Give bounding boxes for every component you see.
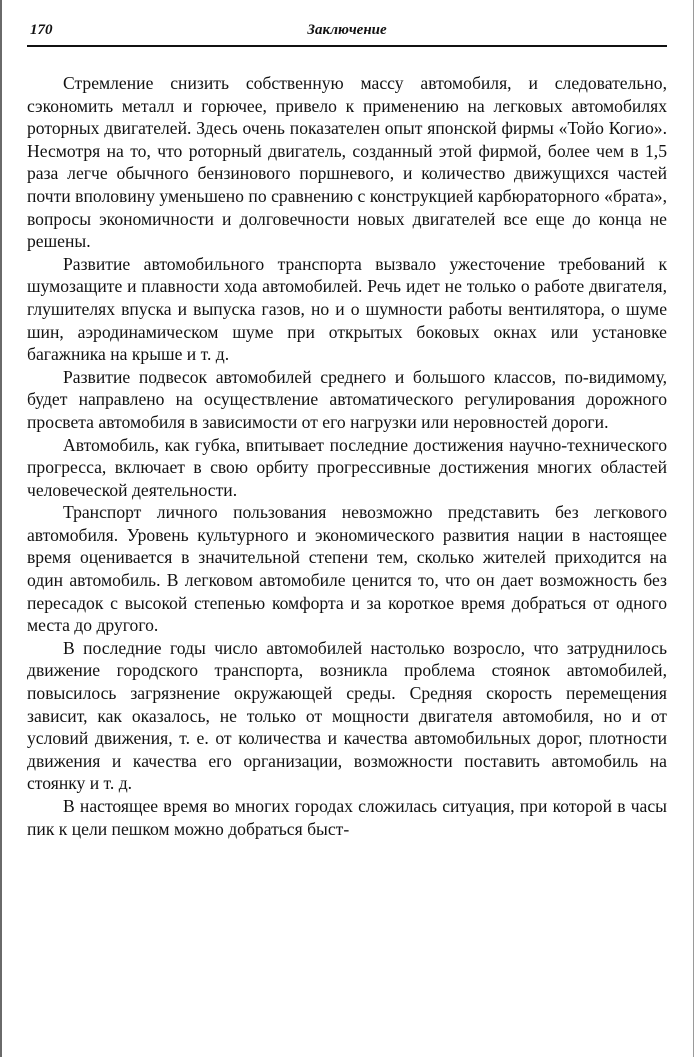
running-head: [27, 12, 667, 38]
page-number: 170: [30, 22, 53, 38]
paragraph-suspension: Развитие подвесок автомобилей среднего и большого классов, по-видимому, будет направлено на осуществление автоматического регулирования дорожного просвета автомобиля в зависимости от его нагрузки или неровностей дороги.: [27, 366, 667, 432]
body-text: [27, 72, 667, 840]
paragraph-noise-protection: Развитие автомобильного транспорта вызвало ужесточение требований к шумозащите и плавности хода автомобилей. Речь идет не только о работе двигателя, глушителях впуска и выпуска газов, но и о шумности работы вентилятора, о шуме шин, аэродинамическом шуме при открытых боковых окнах или установке багажника на крыше и т. д.: [27, 253, 667, 365]
paragraph-city-traffic: В последние годы число автомобилей настолько возросло, что затруднилось движение городского транспорта, возникла проблема стоянок автомобилей, повысилось загрязнение окружающей среды. Средняя скорость перемещения зависит, как оказалось, не только от мощности двигателя автомобиля, но и от условий движения, т. е. от количества и качества автомобильных дорог, плотности движения и качества его организации, возможности поставить автомобиль на стоянку и т. д.: [27, 637, 667, 794]
scan-edge-left: [0, 0, 2, 1057]
paragraph-rush-hour: В настоящее время во многих городах сложилась ситуация, при которой в часы пик к цели пешком можно добраться быст-: [27, 796, 667, 839]
paragraph-technical-progress: Автомобиль, как губка, впитывает последние достижения научно-технического прогресса, включает в свою орбиту прогрессивные достижения многих областей человеческой деятельности.: [27, 434, 667, 500]
paragraph-rotary-engines: Стремление снизить собственную массу автомобиля, и следовательно, сэкономить металл и горючее, привело к применению на легковых автомобилях роторных двигателей. Здесь очень показателен опыт японской фирмы «Тойо Когио». Несмотря на то, что роторный двигатель, созданный этой фирмой, более чем в 1,5 раза легче обычного бензинового поршневого, и количество движущихся частей почти вполовину уменьшено по сравнению с конструкцией карбюраторного «брата», вопросы экономичности и долговечности новых двигателей все еще до конца не решены.: [27, 73, 667, 252]
header-rule: [27, 45, 667, 47]
book-page: [27, 12, 667, 840]
section-title: Заключение: [307, 22, 387, 38]
paragraph-personal-transport: Транспорт личного пользования невозможно представить без легкового автомобиля. Уровень культурного и экономического развития нации в настоящее время оценивается в значительной степени тем, сколько жителей приходится на один автомобиль. В легковом автомобиле ценится то, что он дает возможность без пересадок с высокой степенью комфорта и за короткое время добраться от одного места до другого.: [27, 502, 667, 636]
